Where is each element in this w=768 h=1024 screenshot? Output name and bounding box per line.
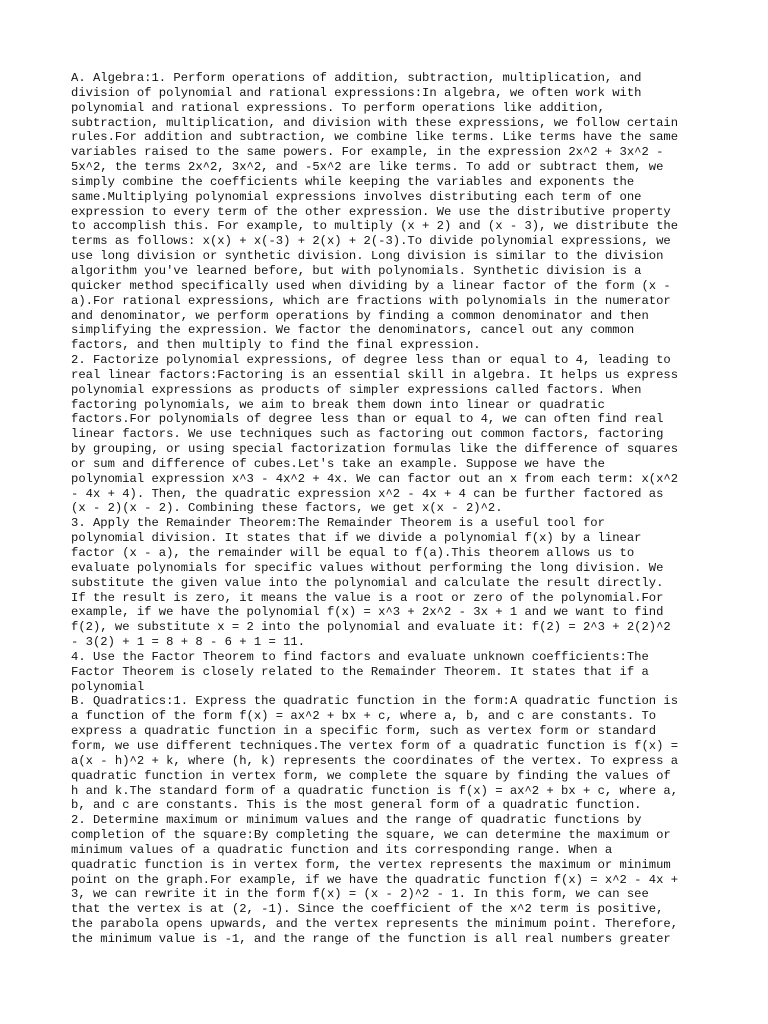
text-line: linear factors. We use techniques such as factoring out common factors, factoring	[71, 427, 664, 442]
text-line: real linear factors:Factoring is an essential skill in algebra. It helps us express	[71, 367, 679, 382]
text-line: and denominator, we perform operations by finding a common denominator and then	[71, 308, 649, 323]
paragraph-remainder-theorem	[71, 516, 708, 650]
text-line: If the result is zero, it means the value is a root or zero of the polynomial.For	[71, 590, 664, 605]
text-line: substitute the given value into the polynomial and calculate the result directly.	[71, 575, 664, 590]
text-line: polynomial and rational expressions. To perform operations like addition,	[71, 100, 605, 115]
text-line: 3, we can rewrite it in the form f(x) = (x - 2)^2 - 1. In this form, we can see	[71, 887, 649, 902]
paragraph-factor-theorem	[71, 650, 708, 695]
text-line: polynomial expression x^3 - 4x^2 + 4x. We can factor out an x from each term: x(x^2	[71, 471, 679, 486]
text-line: simply combine the coefficients while keeping the variables and exponents the	[71, 174, 635, 189]
text-line: a).For rational expressions, which are fractions with polynomials in the numerator	[71, 293, 671, 308]
text-line: A. Algebra:1. Perform operations of addition, subtraction, multiplication, and	[71, 71, 642, 85]
text-line: (x - 2)(x - 2). Combining these factors, we get x(x - 2)^2.	[71, 501, 503, 516]
text-line: 5x^2, the terms 2x^2, 3x^2, and -5x^2 are like terms. To add or subtract them, we	[71, 160, 664, 175]
text-line: a(x - h)^2 + k, where (h, k) represents the coordinates of the vertex. To express a	[71, 753, 679, 768]
text-line: factoring polynomials, we aim to break them down into linear or quadratic	[71, 397, 605, 412]
text-line: express a quadratic function in a specific form, such as vertex form or standard	[71, 724, 657, 739]
text-line: that the vertex is at (2, -1). Since the coefficient of the x^2 term is positive,	[71, 902, 664, 917]
text-line: variables raised to the same powers. For example, in the expression 2x^2 + 3x^2 -	[71, 145, 664, 160]
text-line: evaluate polynomials for specific values without performing the long division. We	[71, 560, 664, 575]
text-line: f(2), we substitute x = 2 into the polynomial and evaluate it: f(2) = 2^3 + 2(2)^2	[71, 620, 671, 635]
text-line: use long division or synthetic division. Long division is similar to the division	[71, 249, 664, 264]
text-line: Factor Theorem is closely related to the Remainder Theorem. It states that if a	[71, 664, 649, 679]
text-line: quicker method specifically used when dividing by a linear factor of the form (x -	[71, 278, 671, 293]
text-line: expression to every term of the other expression. We use the distributive property	[71, 204, 671, 219]
text-line: the minimum value is -1, and the range of the function is all real numbers greater	[71, 931, 671, 946]
text-line: simplifying the expression. We factor the denominators, cancel out any common	[71, 323, 635, 338]
text-line: - 3(2) + 1 = 8 + 8 - 6 + 1 = 11.	[71, 635, 306, 650]
text-line: 3. Apply the Remainder Theorem:The Remainder Theorem is a useful tool for	[71, 516, 605, 531]
text-line: minimum values of a quadratic function and its corresponding range. When a	[71, 842, 613, 857]
text-line: polynomial	[71, 679, 145, 694]
text-line: 2. Determine maximum or minimum values and the range of quadratic functions by	[71, 813, 642, 828]
text-line: subtraction, multiplication, and division with these expressions, we follow certain	[71, 115, 679, 130]
paragraph-quadratics-forms	[71, 694, 708, 813]
text-line: form, we use different techniques.The vertex form of a quadratic function is f(x) =	[71, 738, 679, 753]
paragraph-factorize-polynomials	[71, 353, 708, 516]
text-line: 2. Factorize polynomial expressions, of degree less than or equal to 4, leading to	[71, 353, 671, 368]
text-line: the parabola opens upwards, and the vertex represents the minimum point. Therefore,	[71, 917, 679, 932]
text-line: example, if we have the polynomial f(x) = x^3 + 2x^2 - 3x + 1 and we want to find	[71, 605, 664, 620]
text-line: completion of the square:By completing the square, we can determine the maximum or	[71, 828, 671, 843]
text-line: terms as follows: x(x) + x(-3) + 2(x) + 2(-3).To divide polynomial expressions, we	[71, 234, 671, 249]
text-line: to accomplish this. For example, to multiply (x + 2) and (x - 3), we distribute the	[71, 219, 679, 234]
text-line: quadratic function is in vertex form, the vertex represents the maximum or minimum	[71, 857, 671, 872]
text-line: polynomial expressions as products of simpler expressions called factors. When	[71, 382, 642, 397]
text-line: factors.For polynomials of degree less than or equal to 4, we can often find real	[71, 412, 664, 427]
text-line: same.Multiplying polynomial expressions involves distributing each term of one	[71, 189, 642, 204]
text-line: by grouping, or using special factorization formulas like the difference of squares	[71, 442, 679, 457]
text-line: algorithm you've learned before, but with polynomials. Synthetic division is a	[71, 263, 642, 278]
text-line: a function of the form f(x) = ax^2 + bx + c, where a, b, and c are constants. To	[71, 709, 657, 724]
paragraph-completing-square	[71, 813, 708, 947]
paragraph-algebra-operations	[71, 71, 708, 353]
text-line: b, and c are constants. This is the most general form of a quadratic function.	[71, 798, 642, 813]
text-line: polynomial division. It states that if we divide a polynomial f(x) by a linear	[71, 531, 642, 546]
text-line: factors, and then multiply to find the final expression.	[71, 338, 481, 353]
text-line: division of polynomial and rational expressions:In algebra, we often work with	[71, 85, 642, 100]
text-line: or sum and difference of cubes.Let's take an example. Suppose we have the	[71, 456, 605, 471]
text-line: h and k.The standard form of a quadratic function is f(x) = ax^2 + bx + c, where a,	[71, 783, 679, 798]
text-line: point on the graph.For example, if we have the quadratic function f(x) = x^2 - 4x +	[71, 872, 679, 887]
text-line: quadratic function in vertex form, we complete the square by finding the values of	[71, 768, 671, 783]
text-line: 4. Use the Factor Theorem to find factors and evaluate unknown coefficients:The	[71, 649, 649, 664]
text-line: B. Quadratics:1. Express the quadratic function in the form:A quadratic function is	[71, 694, 679, 709]
text-line: - 4x + 4). Then, the quadratic expression x^2 - 4x + 4 can be further factored as	[71, 486, 664, 501]
text-line: factor (x - a), the remainder will be equal to f(a).This theorem allows us to	[71, 546, 635, 560]
text-line: rules.For addition and subtraction, we combine like terms. Like terms have the same	[71, 130, 679, 145]
